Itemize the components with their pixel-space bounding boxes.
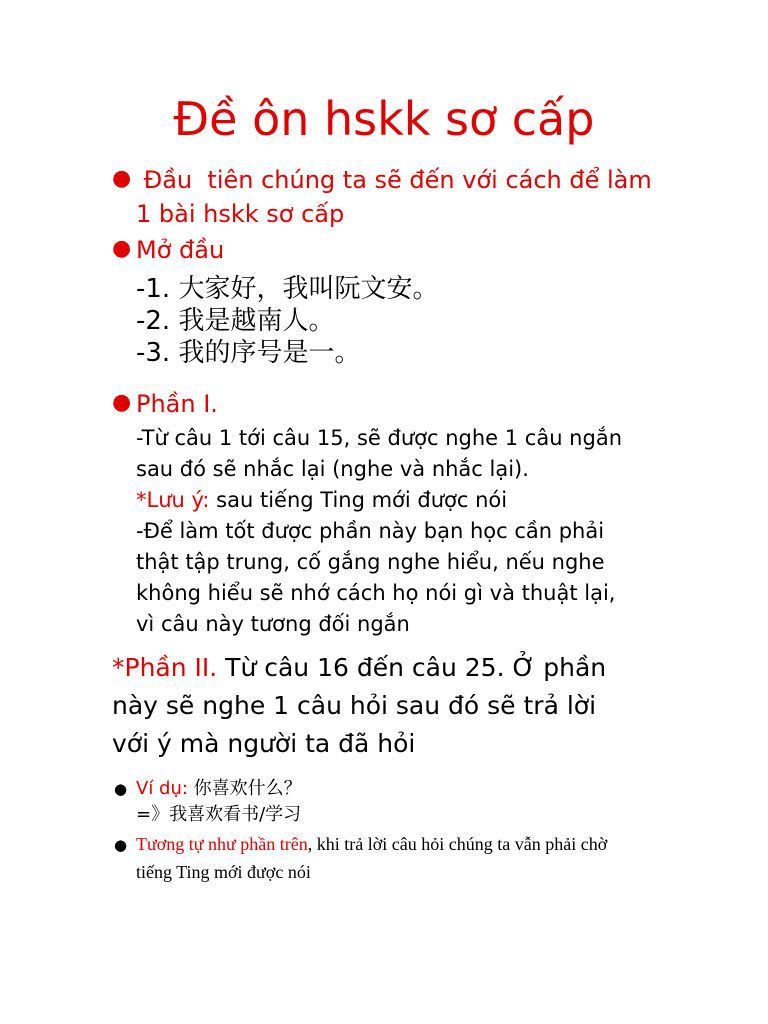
part1-line-1: -Từ câu 1 tới câu 15, sẽ được nghe 1 câu ngắn [136,426,623,450]
part1-body [136,423,622,640]
opening-line-3: -3. 我的序号是一。 [136,338,361,368]
opening-line-1: -1. 大家好，我叫阮文安。 [136,274,439,304]
part2-line-3: với ý mà người ta đã hỏi [112,729,416,758]
intro-paragraph [136,163,652,231]
bullet-icon: ● [112,236,132,261]
note-text: sau tiếng Ting mới được nói [209,488,508,512]
part1-heading: Phần I. [136,390,218,418]
part2-line-2: này sẽ nghe 1 câu hỏi sau đó sẽ trả lời [112,691,597,720]
example-label: Ví dụ: [136,778,188,799]
bullet-icon: ● [114,780,128,798]
bullet-icon: ● [112,166,132,191]
opening-line-2: -2. 我是越南人。 [136,306,335,336]
bullet-icon: ● [114,836,128,854]
part2-text-1: Từ câu 16 đến câu 25. Ở phần [217,653,607,682]
note2-line-1 [136,830,607,858]
note2-block [136,830,607,886]
page-title: Đề ôn hskk sơ cấp [173,92,595,146]
example-question-line [136,776,302,802]
note-label: *Lưu ý: [136,488,210,512]
note2-rest: , khi trả lời câu hỏi chúng ta vẫn phải chờ [307,834,608,854]
example-question: 你喜欢什么？ [187,778,302,799]
part1-tip-2: thật tập trung, cố gắng nghe hiểu, nếu nghe [136,550,605,574]
intro-line-1: Đầu tiên chúng ta sẽ đến với cách để làm [136,166,652,194]
part2-label: *Phần II. [112,653,218,682]
note2-red: Tương tự như phần trên [136,834,308,854]
part2-line-1 [112,649,606,687]
intro-line-2: 1 bài hskk sơ cấp [136,200,345,228]
bullet-icon: ● [112,390,132,415]
part1-line-2: sau đó sẽ nhắc lại (nghe và nhắc lại). [136,457,529,481]
part2-paragraph [112,649,606,763]
part1-note [136,485,622,516]
part1-tip-3: không hiểu sẽ nhớ cách họ nói gì và thuật lại, [136,581,616,605]
opening-lines [136,273,438,369]
note2-line-2: tiếng Ting mới được nói [136,862,311,882]
opening-heading: Mở đầu [136,236,225,264]
part1-tip-1: -Để làm tốt được phần này bạn học cần phải [136,519,605,543]
example-block [136,776,302,828]
example-answer: =》我喜欢看书/学习 [136,804,302,825]
part1-tip-4: vì câu này tương đối ngắn [136,612,410,636]
